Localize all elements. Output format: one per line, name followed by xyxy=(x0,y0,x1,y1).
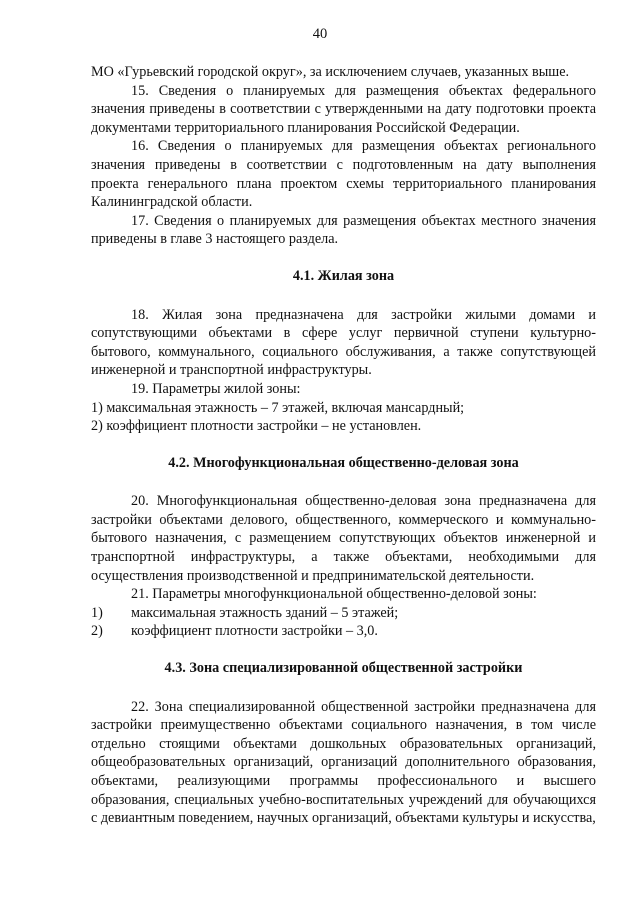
paragraph-22: 22. Зона специализированной общественной застройки предназначена для застройки преимущественно объектами социального назначения, в том числе отдельно стоящими объектами дошкольных образовательных организаций, общеобразовательных организаций, организаций дополнительного образования, объектами, реализующими программы профессионального и высшего образования, специальных учебно-воспитательных учреждений для обучающихся с девиантным поведением, научных организаций, объектами культуры и искусства, xyxy=(91,698,596,827)
paragraph-16: 16. Сведения о планируемых для размещения объектах регионального значения приведены в соответствии с подготовленным на дату выполнения проекта генерального плана проектом схемы территориального планирования Калининградской области. xyxy=(91,138,596,211)
list-item-4-1-1: 1) максимальная этажность – 7 этажей, включая мансардный; xyxy=(91,399,465,416)
paragraph-21: 21. Параметры многофункциональной общественно-деловой зоны: xyxy=(131,586,537,603)
list-item-number: 2) xyxy=(91,623,103,640)
paragraph-17: 17. Сведения о планируемых для размещения объектах местного значения приведены в главе 3 настоящего раздела. xyxy=(91,212,596,248)
list-item-4-2-2 xyxy=(91,622,596,641)
paragraph-20: 20. Многофункциональная общественно-деловая зона предназначена для застройки объектами делового, общественного, коммерческого и коммунально-бытового назначения, с размещением сопутствующих объектов инженерной и транспортной инфраструктуры, а также объектами, необходимыми для осуществления производственной и предпринимательской деятельности. xyxy=(91,493,596,584)
section-heading-4-3: 4.3. Зона специализированной общественной застройки xyxy=(164,660,523,677)
section-heading-4-2: 4.2. Многофункциональная общественно-деловая зона xyxy=(168,454,519,471)
list-item-4-1-2: 2) коэффициент плотности застройки – не установлен. xyxy=(91,418,422,435)
list-item-text: максимальная этажность зданий – 5 этажей; xyxy=(131,604,399,621)
list-item-text: коэффициент плотности застройки – 3,0. xyxy=(131,623,378,640)
paragraph-15: 15. Сведения о планируемых для размещения объектах федерального значения приведены в соответствии с утвержденными на дату подготовки проекта документами территориального планирования Российской Федерации. xyxy=(91,82,596,136)
list-item-number: 1) xyxy=(91,604,103,621)
document-body xyxy=(91,63,596,828)
list-item-4-2-1 xyxy=(91,604,596,623)
paragraph-continuation: МО «Гурьевский городской округ», за исключением случаев, указанных выше. xyxy=(91,64,570,80)
paragraph-18: 18. Жилая зона предназначена для застройки жилыми домами и сопутствующими объектами в сфере услуг первичной ступени культурно-бытового, коммунального, социального обслуживания, а также сопутствующей инженерной и транспортной инфраструктуры. xyxy=(91,306,596,379)
section-heading-4-1: 4.1. Жилая зона xyxy=(292,267,395,284)
page-number: 40 xyxy=(312,26,328,42)
paragraph-19: 19. Параметры жилой зоны: xyxy=(131,380,301,397)
